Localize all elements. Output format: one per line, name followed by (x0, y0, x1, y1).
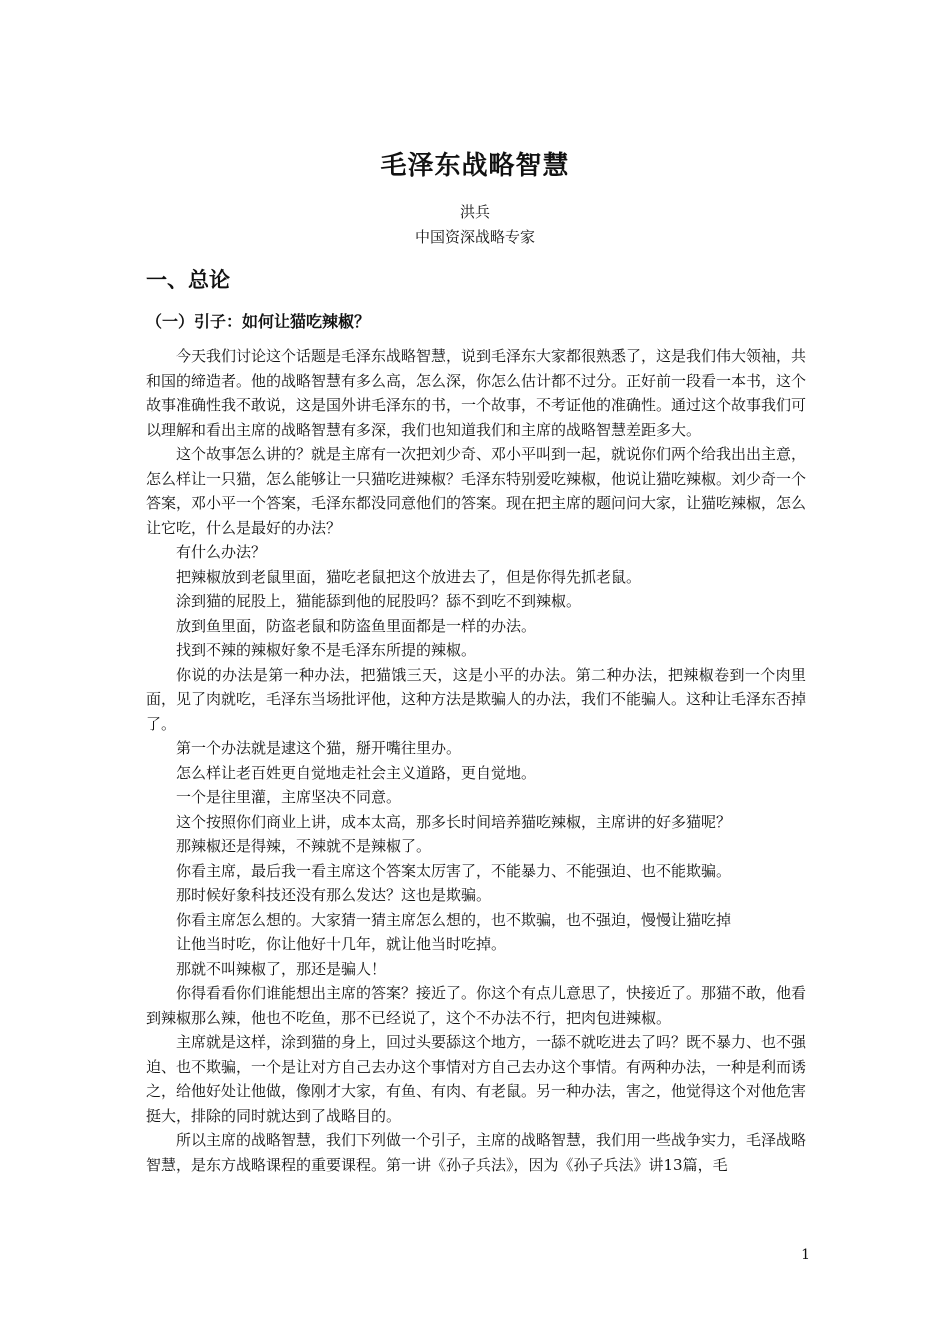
paragraph: 涂到猫的屁股上，猫能舔到他的屁股吗？舔不到吃不到辣椒。 (176, 592, 582, 610)
author-name: 洪兵 (459, 203, 490, 221)
paragraph: 找到不辣的辣椒好象不是毛泽东所提的辣椒。 (176, 641, 477, 659)
paragraph: 主席就是这样，涂到猫的身上，回过头要舔这个地方，一舔不就吃进去了吗？既不暴力、也不强迫、也不欺骗，一个是让对方自己去办这个事情对方自己去办这个事情。有两种办法，一种是利而诱之，给他好处让他做，像刚才大家，有鱼、有肉、有老鼠。另一种办法，害之，他觉得这个对他危害挺大，排除的同时就达到了战略目的。 (146, 1033, 807, 1125)
paragraph: 那就不叫辣椒了，那还是骗人！ (176, 959, 387, 978)
paragraph: 你说的办法是第一种办法，把猫饿三天，这是小平的办法。第二种办法，把辣椒卷到一个肉里面，见了肉就吃，毛泽东当场批评他，这种方法是欺骗人的办法，我们不能骗人。这种让毛泽东否掉了。 (146, 665, 807, 733)
paragraph: 你看主席怎么想的。大家猜一猜主席怎么想的，也不欺骗，也不强迫，慢慢让猫吃掉 (176, 910, 732, 929)
paragraph: 让他当时吃，你让他好十几年，就让他当时吃掉。 (176, 935, 507, 953)
author-affiliation: 中国资深战略专家 (414, 228, 535, 246)
paragraph: 有什么办法？ (176, 543, 267, 561)
paragraph: 怎么样让老百姓更自觉地走社会主义道路，更自觉地。 (176, 763, 537, 782)
paragraph: 今天我们讨论这个话题是毛泽东战略智慧，说到毛泽东大家都很熟悉了，这是我们伟大领袖，共和国的缔造者。他的战略智慧有多么高，怎么深，你怎么估计都不过分。正好前一段看一本书，这个故事准确性我不敢说，这是国外讲毛泽东的书，一个故事，不考证他的准确性。通过这个故事我们可以理解和看出主席的战略智慧有多深，我们也知道我们和主席的战略智慧差距多大。 (146, 347, 807, 439)
paragraph: 所以主席的战略智慧，我们下列做一个引子，主席的战略智慧，我们用一些战争实力，毛泽战略智慧，是东方战略课程的重要课程。第一讲《孙子兵法》，因为《孙子兵法》讲13篇，毛 (146, 1131, 807, 1174)
paragraph: 第一个办法就是逮这个猫，掰开嘴往里办。 (176, 739, 462, 757)
paragraph: 那时候好象科技还没有那么发达？这也是欺骗。 (176, 886, 492, 904)
subsection-heading: （一）引子：如何让猫吃辣椒？ (146, 312, 371, 331)
document-title: 毛泽东战略智慧 (380, 151, 570, 181)
paragraph: 一个是往里灌，主席坚决不同意。 (176, 788, 402, 806)
section-heading: 一、总论 (146, 268, 230, 292)
paragraph: 放到鱼里面，防盗老鼠和防盗鱼里面都是一样的办法。 (176, 616, 537, 635)
paragraph: 把辣椒放到老鼠里面，猫吃老鼠把这个放进去了，但是你得先抓老鼠。 (176, 567, 642, 586)
page-number: 1 (801, 1247, 810, 1263)
paragraph: 你得看看你们谁能想出主席的答案？接近了。你这个有点儿意思了，快接近了。那猫不敢，他看到辣椒那么辣，他也不吃鱼，那不已经说了，这个不办法不行，把肉包进辣椒。 (146, 984, 807, 1027)
body-text (146, 344, 806, 1177)
paragraph: 这个按照你们商业上讲，成本太高，那多长时间培养猫吃辣椒，主席讲的好多猫呢？ (176, 812, 732, 831)
paragraph: 你看主席，最后我一看主席这个答案太厉害了，不能暴力、不能强迫、也不能欺骗。 (176, 861, 732, 880)
paragraph: 那辣椒还是得辣，不辣就不是辣椒了。 (176, 837, 432, 855)
paragraph: 这个故事怎么讲的？就是主席有一次把刘少奇、邓小平叫到一起，就说你们两个给我出出主意，怎么样让一只猫，怎么能够让一只猫吃进辣椒？毛泽东特别爱吃辣椒，他说让猫吃辣椒。刘少奇一个答案，邓小平一个答案，毛泽东都没同意他们的答案。现在把主席的题问问大家，让猫吃辣椒，怎么让它吃，什么是最好的办法？ (146, 445, 807, 537)
